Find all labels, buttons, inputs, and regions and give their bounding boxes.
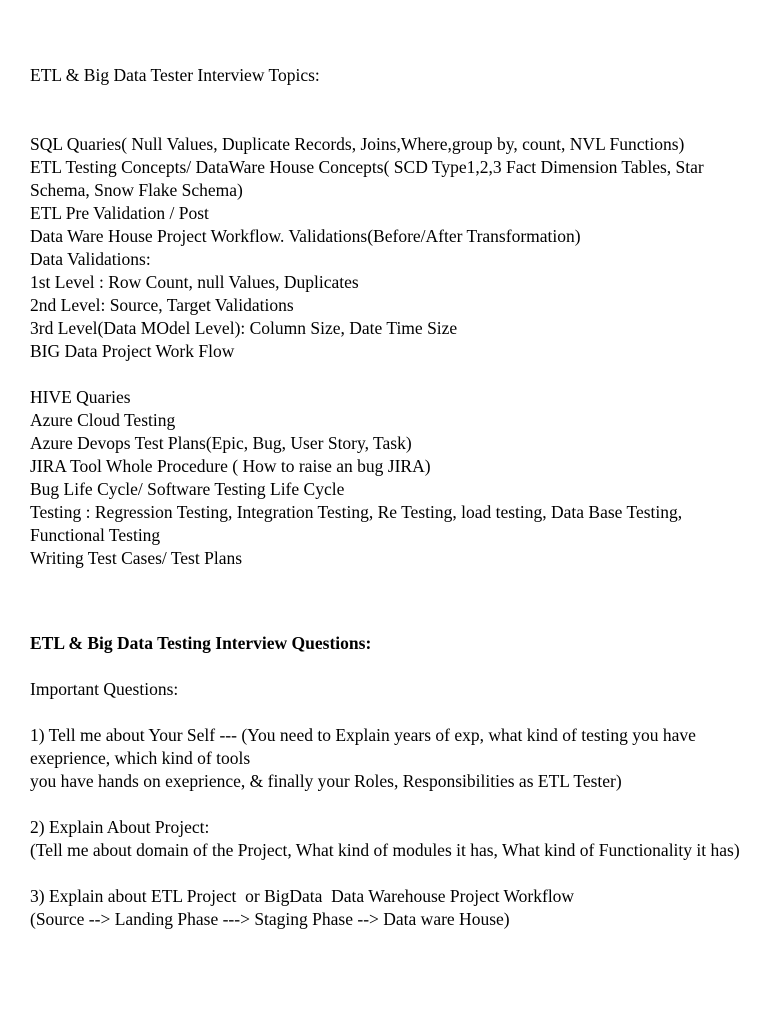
spacer bbox=[30, 655, 742, 678]
topic-item: Testing : Regression Testing, Integration Testing, Re Testing, load testing, Data Base Testing, Functional Testing bbox=[30, 502, 687, 545]
topic-item: Data Ware House Project Workflow. Validations(Before/After Transformation) bbox=[30, 226, 581, 246]
spacer bbox=[30, 793, 742, 816]
topics-list-primary bbox=[30, 133, 742, 363]
topic-item: 1st Level : Row Count, null Values, Duplicates bbox=[30, 272, 359, 292]
question-text: 2) Explain About Project: bbox=[30, 817, 210, 837]
topic-item: BIG Data Project Work Flow bbox=[30, 341, 235, 361]
question-text: 3) Explain about ETL Project or BigData Data Warehouse Project Workflow bbox=[30, 886, 575, 906]
topic-item: Writing Test Cases/ Test Plans bbox=[30, 548, 243, 568]
spacer bbox=[30, 363, 742, 386]
question-text: you have hands on exeprience, & finally your Roles, Responsibilities as ETL Tester) bbox=[30, 771, 622, 791]
topic-item: ETL Testing Concepts/ DataWare House Concepts( SCD Type1,2,3 Fact Dimension Tables, Star Schema, Snow Flake Schema) bbox=[30, 157, 709, 200]
questions-heading: ETL & Big Data Testing Interview Questions: bbox=[30, 633, 372, 653]
spacer bbox=[30, 87, 742, 133]
topics-heading: ETL & Big Data Tester Interview Topics: bbox=[30, 65, 320, 85]
topic-item: ETL Pre Validation / Post bbox=[30, 203, 209, 223]
topic-item: JIRA Tool Whole Procedure ( How to raise an bug JIRA) bbox=[30, 456, 431, 476]
spacer bbox=[30, 570, 742, 632]
topics-list-secondary bbox=[30, 386, 742, 570]
important-questions-label: Important Questions: bbox=[30, 679, 179, 699]
topic-item: Bug Life Cycle/ Software Testing Life Cycle bbox=[30, 479, 345, 499]
question-text: 1) Tell me about Your Self --- (You need to Explain years of exp, what kind of testing you have exeprience, which kind of tools bbox=[30, 725, 701, 768]
topic-item: SQL Quaries( Null Values, Duplicate Records, Joins,Where,group by, count, NVL Functions) bbox=[30, 134, 685, 154]
topic-item: Data Validations: bbox=[30, 249, 151, 269]
topic-item: 3rd Level(Data MOdel Level): Column Size, Date Time Size bbox=[30, 318, 458, 338]
question-2 bbox=[30, 816, 742, 862]
question-text: (Tell me about domain of the Project, What kind of modules it has, What kind of Functionality it has) bbox=[30, 840, 740, 860]
spacer bbox=[30, 862, 742, 885]
topic-item: 2nd Level: Source, Target Validations bbox=[30, 295, 294, 315]
topic-item: HIVE Quaries bbox=[30, 387, 131, 407]
question-text: (Source --> Landing Phase ---> Staging Phase --> Data ware House) bbox=[30, 909, 510, 929]
question-1 bbox=[30, 724, 742, 793]
spacer bbox=[30, 701, 742, 724]
topic-item: Azure Devops Test Plans(Epic, Bug, User Story, Task) bbox=[30, 433, 412, 453]
document-page bbox=[30, 64, 742, 931]
question-3 bbox=[30, 885, 742, 931]
topic-item: Azure Cloud Testing bbox=[30, 410, 176, 430]
